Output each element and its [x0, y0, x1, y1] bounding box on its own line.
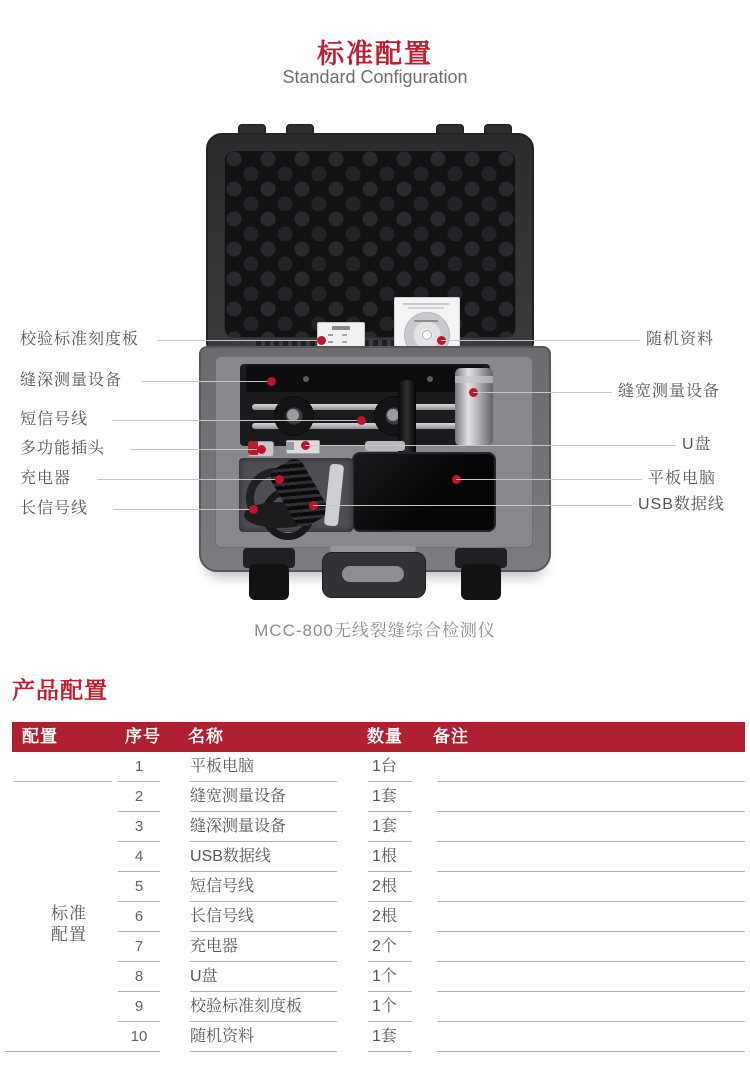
callout-label-right: U盘 — [682, 436, 712, 453]
row-no: 10 — [130, 1028, 148, 1045]
row-qty: 1个 — [372, 998, 397, 1015]
row-no: 7 — [134, 938, 144, 955]
row-name: USB数据线 — [190, 848, 271, 865]
row-qty: 2根 — [372, 908, 397, 925]
table-row — [0, 812, 750, 842]
row-underline — [190, 1051, 337, 1052]
row-no: 2 — [134, 788, 144, 805]
table-row — [0, 872, 750, 902]
row-no: 4 — [134, 848, 144, 865]
row-no: 8 — [134, 968, 144, 985]
row-name: 短信号线 — [190, 878, 255, 895]
header-cell-name: 名称 — [188, 727, 224, 746]
header-cell-index: 序号 — [125, 727, 161, 746]
callout-label-left: 多功能插头 — [20, 440, 106, 457]
row-no: 9 — [134, 998, 144, 1015]
row-no: 1 — [134, 758, 144, 775]
row-name: 平板电脑 — [190, 758, 255, 775]
page-subtitle: Standard Configuration — [282, 67, 468, 87]
row-qty: 2根 — [372, 878, 397, 895]
row-name: 缝深测量设备 — [190, 818, 287, 835]
row-no: 3 — [134, 818, 144, 835]
config-group-line2: 配置 — [51, 925, 87, 944]
callout-label-right: USB数据线 — [638, 496, 725, 513]
row-no: 5 — [134, 878, 144, 895]
callout-label-left: 短信号线 — [20, 411, 89, 428]
row-qty: 1台 — [372, 758, 397, 775]
header-cell-config: 配置 — [22, 727, 58, 746]
row-underline — [368, 1051, 412, 1052]
callout-label-right: 缝宽测量设备 — [618, 383, 721, 400]
row-name: U盘 — [190, 968, 218, 985]
table-row — [0, 1022, 750, 1052]
page-title: 标准配置 — [317, 39, 433, 69]
row-name: 缝宽测量设备 — [190, 788, 287, 805]
row-name: 长信号线 — [190, 908, 255, 925]
group-cell-top-border — [14, 781, 112, 782]
header-cell-remark: 备注 — [433, 727, 469, 746]
config-group-line1: 标准 — [51, 904, 87, 923]
table-row — [0, 962, 750, 992]
row-name: 校验标准刻度板 — [190, 998, 303, 1015]
row-underline — [437, 1051, 745, 1052]
row-name: 充电器 — [190, 938, 239, 955]
config-group-label — [40, 903, 98, 945]
row-qty: 1套 — [372, 818, 397, 835]
row-qty: 2个 — [372, 938, 397, 955]
callout-label-left: 缝深测量设备 — [20, 372, 123, 389]
callout-label-right: 平板电脑 — [648, 470, 717, 487]
table-row — [0, 842, 750, 872]
callout-label-left: 校验标准刻度板 — [20, 331, 140, 348]
row-no: 6 — [134, 908, 144, 925]
table-row — [0, 752, 750, 782]
table-row — [0, 932, 750, 962]
header-cell-qty: 数量 — [367, 727, 403, 746]
callout-label-right: 随机资料 — [646, 331, 715, 348]
group-cell-bottom-border — [5, 1051, 160, 1052]
table-row — [0, 992, 750, 1022]
row-qty: 1套 — [372, 1028, 397, 1045]
table-row — [0, 902, 750, 932]
section-title: 产品配置 — [12, 677, 108, 703]
row-qty: 1套 — [372, 788, 397, 805]
row-qty: 1根 — [372, 848, 397, 865]
callout-label-left: 长信号线 — [20, 500, 89, 517]
row-name: 随机资料 — [190, 1028, 255, 1045]
row-qty: 1个 — [372, 968, 397, 985]
table-row — [0, 782, 750, 812]
callout-label-left: 充电器 — [20, 470, 72, 487]
figure-caption: MCC-800无线裂缝综合检测仪 — [254, 621, 496, 640]
